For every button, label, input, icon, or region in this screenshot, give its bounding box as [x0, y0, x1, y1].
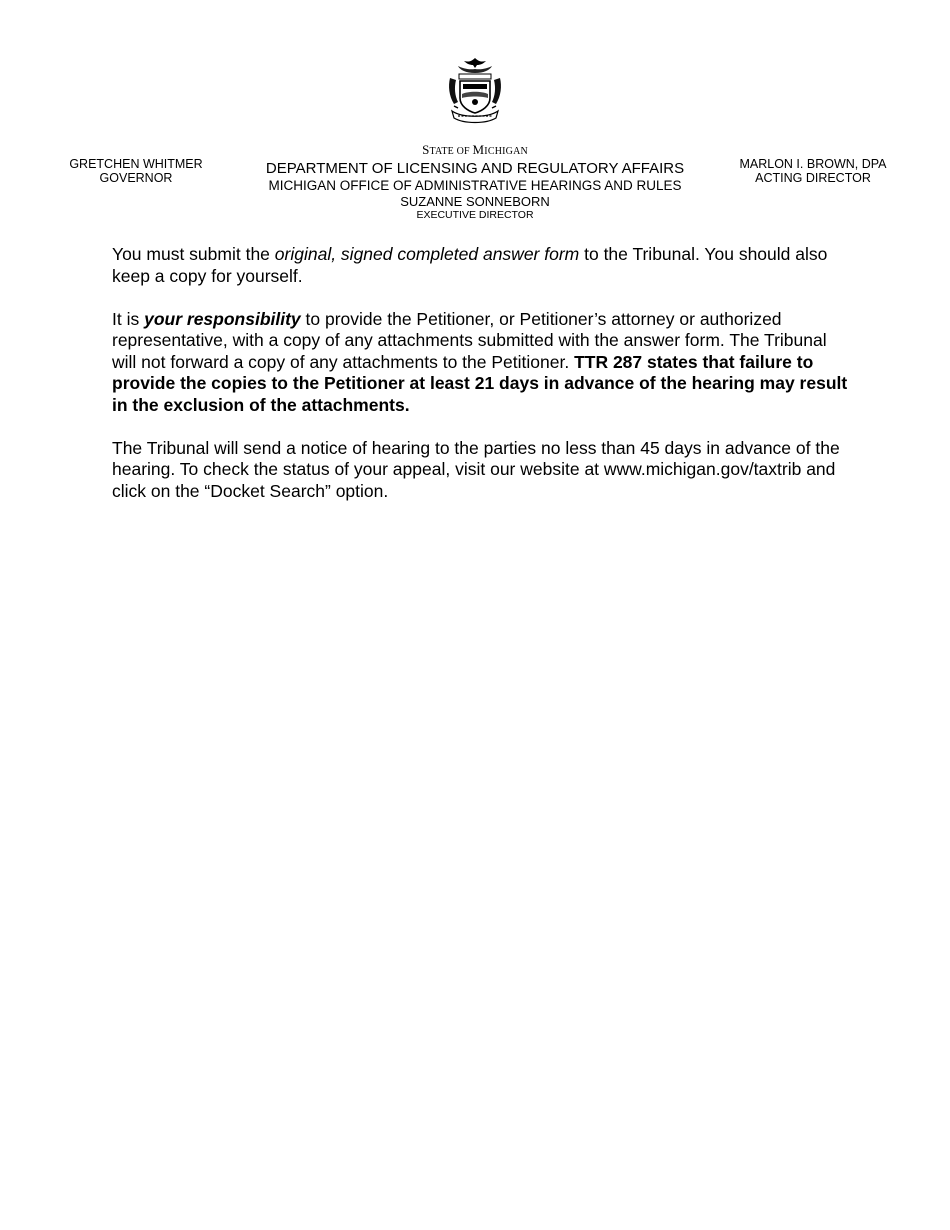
state-heading: STATE OF MICHIGAN — [422, 142, 528, 157]
governor-title: GOVERNOR — [99, 171, 173, 185]
paragraph-responsibility: It is your responsibility to provide the Petitioner, or Petitioner’s attorney or authorized representative, with a copy of any attachments submitted with the answer form. The Tribunal will not forward a copy of any attachments to the Petitioner. TTR 287 states that failure to provide the copies to the Petitioner at least 21 days in advance of the hearing may result in the exclusion of the attachments. — [112, 308, 848, 415]
michigan-state-seal-icon — [444, 56, 506, 126]
department-name: DEPARTMENT OF LICENSING AND REGULATORY AFFAIRS — [265, 160, 685, 177]
director-title: ACTING DIRECTOR — [755, 171, 871, 185]
governor-name: GRETCHEN WHITMER — [69, 157, 203, 171]
executive-director-title: EXECUTIVE DIRECTOR — [416, 209, 534, 221]
office-name: MICHIGAN OFFICE OF ADMINISTRATIVE HEARINGS AND RULES — [268, 178, 682, 193]
governor-block — [56, 157, 216, 185]
director-name: MARLON I. BROWN, DPA — [739, 157, 887, 171]
executive-director-name: SUZANNE SONNEBORN — [400, 194, 550, 209]
letterhead-center — [225, 142, 725, 222]
paragraph-submit-answer: You must submit the original, signed completed answer form to the Tribunal. You should also keep a copy for yourself. — [112, 244, 828, 286]
paragraph-notice-of-hearing: The Tribunal will send a notice of hearing to the parties no less than 45 days in advance of the hearing. To check the status of your appeal, visit our website at www.michigan.gov/taxtrib and click on the “Docket Search” option. — [112, 437, 840, 501]
letter-body — [112, 244, 852, 524]
director-block — [730, 157, 896, 185]
